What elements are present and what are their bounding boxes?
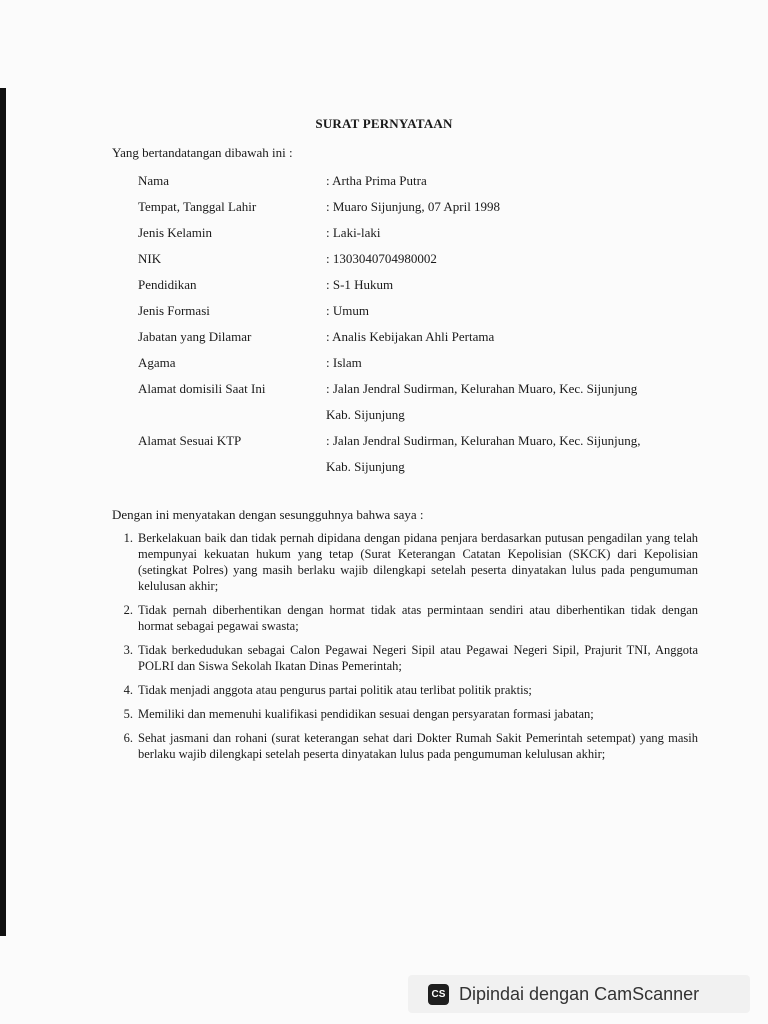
- item-text: Tidak pernah diberhentikan dengan hormat tidak atas permintaan sendiri atau diberhentikan tidak dengan hormat sebagai pegawai swasta;: [138, 603, 698, 633]
- field-agama: [138, 350, 708, 376]
- field-value: : Umum: [326, 303, 369, 318]
- declaration-intro: Dengan ini menyatakan dengan sesungguhnya bahwa saya :: [112, 507, 424, 522]
- field-nama: [138, 168, 708, 194]
- field-label: NIK: [138, 251, 162, 266]
- field-value: : Muaro Sijunjung, 07 April 1998: [326, 199, 501, 214]
- item-number: 2.: [123, 603, 133, 617]
- field-value: : Analis Kebijakan Ahli Pertama: [326, 329, 495, 344]
- field-value: : Jalan Jendral Sudirman, Kelurahan Muaro, Kec. Sijunjung, Kab. Sijunjung: [326, 433, 641, 474]
- field-label: Alamat domisili Saat Ini: [138, 381, 266, 396]
- item-number: 4.: [123, 683, 133, 697]
- item-number: 3.: [123, 643, 133, 657]
- item-text: Berkelakuan baik dan tidak pernah dipidana dengan pidana penjara berdasarkan putusan pengadilan yang telah mempunyai kekuatan hukum yang tetap (Surat Keterangan Catatan Kepolisian (SKCK) dari Kepolisian (setingkat Polres) yang masih berlaku wajib dilengkapi setelah peserta dinyatakan lulus pada pengumuman kelulusan akhir;: [138, 531, 698, 593]
- item-number: 6.: [123, 731, 133, 745]
- statement-list: [112, 530, 698, 770]
- field-label: Tempat, Tanggal Lahir: [138, 199, 257, 214]
- list-item: [112, 530, 698, 594]
- camscanner-watermark: [408, 975, 750, 1013]
- identity-fields: [138, 168, 708, 480]
- item-number: 5.: [123, 707, 133, 721]
- field-value: : Jalan Jendral Sudirman, Kelurahan Muaro, Kec. Sijunjung Kab. Sijunjung: [326, 381, 638, 422]
- list-item: [112, 602, 698, 634]
- field-value: : Artha Prima Putra: [326, 173, 427, 188]
- item-text: Memiliki dan memenuhi kualifikasi pendidikan sesuai dengan persyaratan formasi jabatan;: [138, 707, 594, 721]
- field-label: Agama: [138, 355, 176, 370]
- field-value: : 1303040704980002: [326, 251, 437, 266]
- list-item: [112, 706, 698, 722]
- scan-left-edge: [0, 88, 6, 936]
- list-item: [112, 682, 698, 698]
- camscanner-logo-icon: CS: [428, 984, 449, 1005]
- field-alamat-domisili: [138, 376, 708, 428]
- field-jabatan: [138, 324, 708, 350]
- item-number: 1.: [123, 531, 133, 545]
- intro-text: Yang bertandatangan dibawah ini :: [112, 145, 293, 160]
- field-nik: [138, 246, 708, 272]
- list-item: [112, 642, 698, 674]
- item-text: Sehat jasmani dan rohani (surat keterangan sehat dari Dokter Rumah Sakit Pemerintah setempat) yang masih berlaku wajib dilengkapi setelah peserta dinyatakan lulus pada pengumuman kelulusan akhir;: [138, 731, 698, 761]
- field-jenis-kelamin: [138, 220, 708, 246]
- item-text: Tidak berkedudukan sebagai Calon Pegawai Negeri Sipil atau Pegawai Negeri Sipil, Prajurit TNI, Anggota POLRI dan Siswa Sekolah Ikatan Dinas Pemerintah;: [138, 643, 698, 673]
- field-label: Jabatan yang Dilamar: [138, 329, 252, 344]
- field-label: Pendidikan: [138, 277, 197, 292]
- field-value: : Islam: [326, 355, 362, 370]
- document-title: SURAT PERNYATAAN: [315, 116, 453, 131]
- field-value: : S-1 Hukum: [326, 277, 394, 292]
- field-value: : Laki-laki: [326, 225, 381, 240]
- list-item: [112, 730, 698, 762]
- item-text: Tidak menjadi anggota atau pengurus partai politik atau terlibat politik praktis;: [138, 683, 532, 697]
- field-label: Jenis Formasi: [138, 303, 210, 318]
- field-tempat-tanggal-lahir: [138, 194, 708, 220]
- field-label: Jenis Kelamin: [138, 225, 213, 240]
- field-jenis-formasi: [138, 298, 708, 324]
- camscanner-text: Dipindai dengan CamScanner: [459, 983, 700, 1004]
- field-label: Alamat Sesuai KTP: [138, 433, 242, 448]
- field-alamat-ktp: [138, 428, 708, 480]
- field-label: Nama: [138, 173, 170, 188]
- field-pendidikan: [138, 272, 708, 298]
